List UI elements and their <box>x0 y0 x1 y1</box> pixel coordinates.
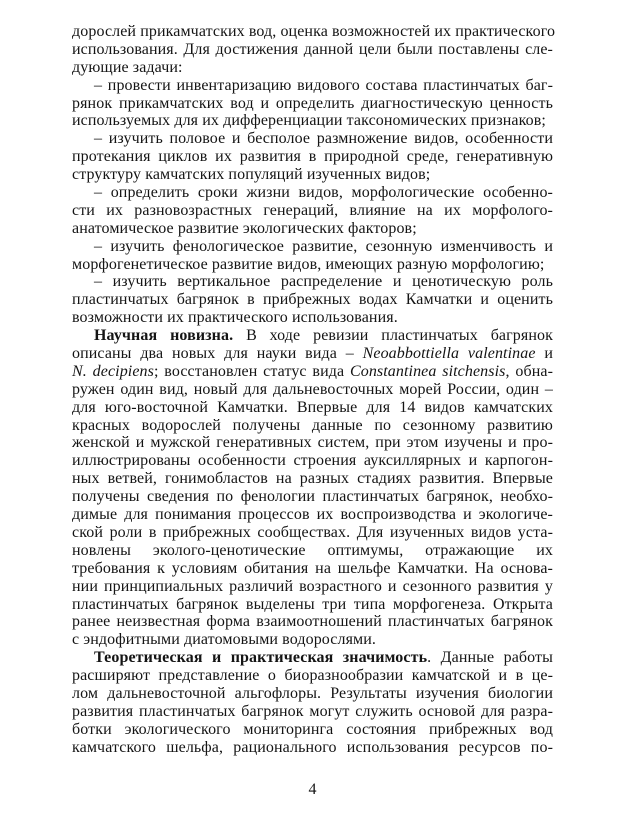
body-text: ; восстановлен статус вида <box>153 362 350 380</box>
body-text: ботки экологического мониторинга состояния прибрежных вод <box>72 720 553 738</box>
body-text: В ходе ревизии пластинчатых багрянок <box>233 327 553 345</box>
paragraph-task-5 <box>72 273 553 327</box>
text-line <box>72 542 553 560</box>
text-line <box>72 220 553 238</box>
body-text: красных водорослей получены данные по сезонному развитию <box>72 416 553 434</box>
body-text: сти их разновозрастных генераций, влияние на их морфолого- <box>72 201 553 219</box>
text-line <box>72 703 553 721</box>
text-line <box>72 202 553 220</box>
text-line <box>72 95 553 113</box>
text-line <box>72 256 553 274</box>
text-line <box>72 41 553 59</box>
body-text: пластинчатых багрянок в прибрежных водах Камчатки и оценить <box>72 291 553 309</box>
text-line <box>72 363 553 381</box>
body-text: ных ветвей, гонимобластов на разных стадиях развития. Впервые <box>72 470 553 488</box>
text-line <box>72 596 553 614</box>
text-line <box>72 488 553 506</box>
body-text: женской и мужской генеративных систем, при этом изучены и про- <box>72 434 553 452</box>
text-line <box>72 739 553 757</box>
paragraph-continuation <box>72 23 556 77</box>
body-text: новлены эколого-ценотические оптимумы, отражающие их <box>72 541 553 559</box>
body-text: . Данные работы <box>427 649 553 667</box>
body-text: пластинчатых багрянок выделены три типа морфогенеза. Открыта <box>72 595 553 613</box>
text-line <box>72 631 553 649</box>
text-block <box>72 23 556 757</box>
italic-text: N. decipiens <box>72 362 154 380</box>
body-text: структуру камчатских популяций изученных видов; <box>72 166 431 184</box>
body-text: анатомическое развитие экологических факторов; <box>72 219 417 237</box>
body-text: димые для понимания процессов их воспроизводства и экологиче- <box>72 506 553 524</box>
body-text: – определить сроки жизни видов, морфологические особенно- <box>94 184 553 202</box>
body-text: ской роли в прибрежных сообществах. Для изученных видов уста- <box>72 523 553 541</box>
body-text: – провести инвентаризацию видового состава пластинчатых баг- <box>94 76 553 94</box>
text-line <box>72 721 553 739</box>
body-text: лом дальневосточной альгофлоры. Результаты изучения биологии <box>72 684 553 702</box>
bold-text: Теоретическая и практическая значимость <box>94 649 428 667</box>
body-text: ранее неизвестная форма взаимоотношений пластинчатых багрянок <box>72 613 553 631</box>
text-line <box>72 524 553 542</box>
body-text: ружен один вид, новый для дальневосточных морей России, один – <box>72 380 553 398</box>
text-line <box>72 560 553 578</box>
text-line <box>72 273 553 291</box>
text-line <box>72 130 553 148</box>
text-line <box>72 685 553 703</box>
body-text: , обна- <box>505 362 553 380</box>
body-text: – изучить половое и бесполое размножение видов, особенности <box>94 130 553 148</box>
body-text: с эндофитными диатомовыми водорослями. <box>72 631 377 649</box>
body-text: получены сведения по фенологии пластинчатых багрянок, необхо- <box>72 488 553 506</box>
text-line <box>72 184 553 202</box>
body-text: использования. Для достижения данной цели были поставлены сле- <box>72 40 553 58</box>
text-line <box>72 506 553 524</box>
text-line <box>72 381 553 399</box>
body-text: нии принципиальных различий возрастного и сезонного развития у <box>72 577 553 595</box>
body-text: расширяют представление о биоразнообразии камчатской и в це- <box>72 667 553 685</box>
text-line <box>72 291 553 309</box>
body-text: морфогенетическое развитие видов, имеющих разную морфологию; <box>72 255 545 273</box>
text-line <box>72 23 556 41</box>
text-line <box>72 59 553 77</box>
text-line <box>72 148 553 166</box>
text-line <box>72 166 553 184</box>
text-line <box>72 667 553 685</box>
body-text: требования к условиям обитания на шельфе Камчатки. На основа- <box>72 559 553 577</box>
body-text: используемых для их дифференциации таксономических признаков; <box>72 112 546 130</box>
body-text: рянок прикамчатских вод и определить диагностическую ценность <box>72 94 553 112</box>
text-line <box>72 399 553 417</box>
text-line <box>72 309 553 327</box>
text-line <box>72 434 553 452</box>
body-text: камчатского шельфа, рационального использования ресурсов по- <box>72 738 553 756</box>
paragraph-task-1 <box>72 77 553 131</box>
body-text: описаны два новых для науки вида – <box>72 345 363 363</box>
text-line <box>72 452 553 470</box>
text-line <box>72 470 553 488</box>
page-number: 4 <box>308 781 317 798</box>
paragraph-task-2 <box>72 130 553 184</box>
italic-text: Neoabbottiella valentinae <box>362 345 536 363</box>
text-line <box>72 112 553 130</box>
body-text: дорослей прикамчатских вод, оценка возможностей их практического <box>72 23 556 40</box>
text-line <box>72 417 553 435</box>
paragraph-scientific-novelty <box>72 327 553 649</box>
body-text: возможности их практического использования. <box>72 309 398 327</box>
body-text: дующие задачи: <box>72 58 183 76</box>
body-text: – изучить вертикальное распределение и ценотическую роль <box>94 273 553 291</box>
body-text: для юго-восточной Камчатки. Впервые для 14 видов камчатских <box>72 398 553 416</box>
text-line <box>72 238 553 256</box>
text-line <box>72 77 553 95</box>
paragraph-task-3 <box>72 184 553 238</box>
text-line <box>72 613 553 631</box>
paragraph-task-4 <box>72 238 553 274</box>
text-line <box>72 649 553 667</box>
body-text: протекания циклов их развития в природной среде, генеративную <box>72 148 553 166</box>
text-line <box>72 345 553 363</box>
paragraph-theoretical-significance <box>72 649 553 756</box>
body-text: – изучить фенологическое развитие, сезонную изменчивость и <box>94 237 553 255</box>
text-line <box>72 327 553 345</box>
body-text: и <box>535 345 553 363</box>
body-text: развития пластинчатых багрянок могут служить основой для разра- <box>72 702 553 720</box>
italic-text: Constantinea sitchensis <box>349 362 506 380</box>
text-line <box>72 578 553 596</box>
body-text: иллюстрированы особенности строения ауксиллярных и карпогон- <box>72 452 553 470</box>
bold-text: Научная новизна. <box>94 327 234 345</box>
